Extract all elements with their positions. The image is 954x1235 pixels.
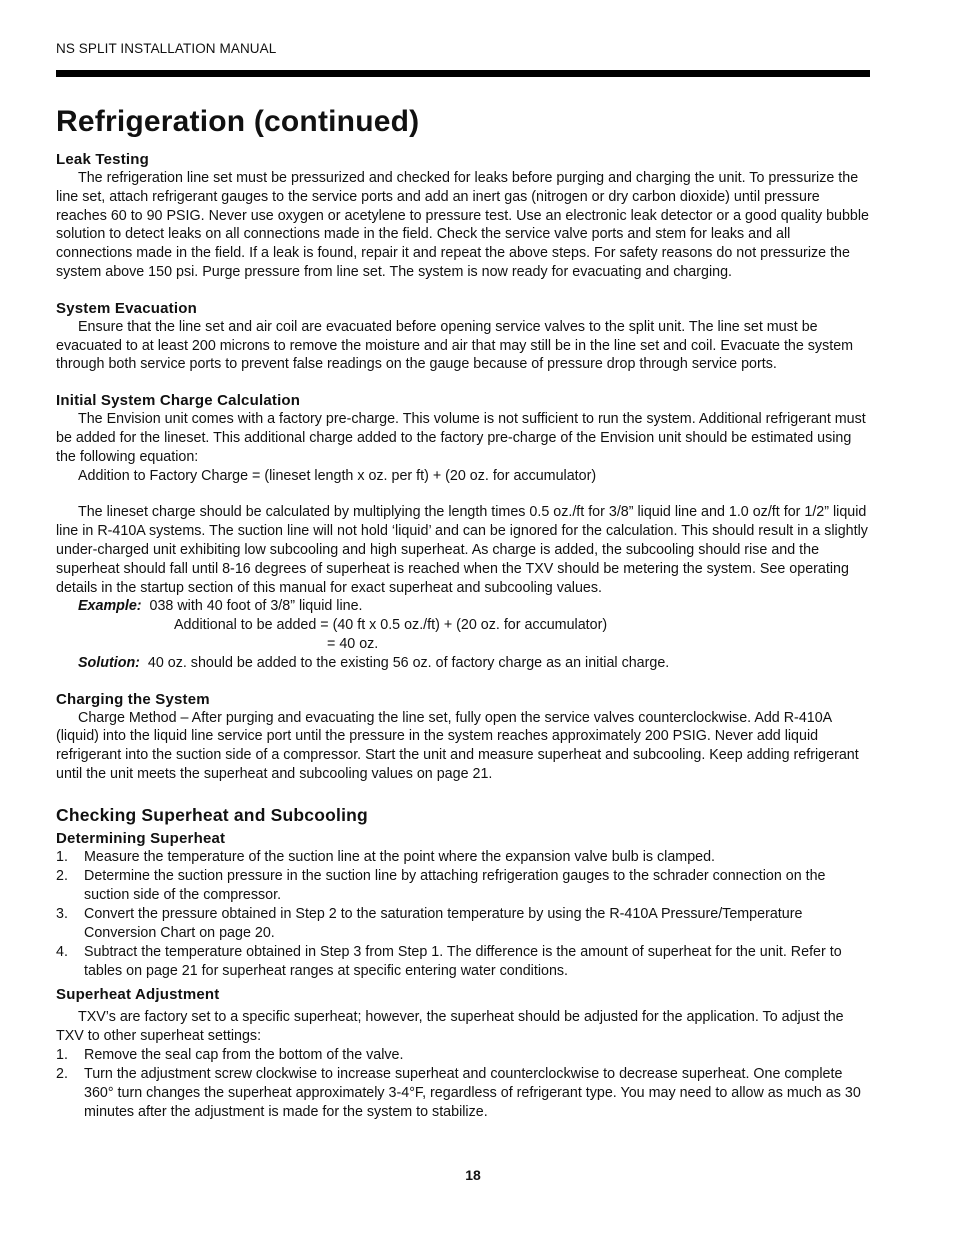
page-title: Refrigeration (continued) bbox=[56, 105, 420, 138]
list-item: 2. Determine the suction pressure in the suction line by attaching refrigeration gauges to the schrader connection on the suction side of the compressor. bbox=[56, 868, 826, 903]
paragraph: The Envision unit comes with a factory pre-charge. This volume is not sufficient to run the system. Additional refrigerant must be added for the lineset. This additional charge added to the factory pre-charge of the Envision unit should be estimated using the following equation: bbox=[56, 411, 866, 465]
paragraph: TXV’s are factory set to a specific superheat; however, the superheat should be adjusted for the application. To adjust the TXV to other superheat settings: bbox=[56, 1009, 844, 1045]
list-item: 1. Remove the seal cap from the bottom of the valve. bbox=[56, 1046, 404, 1063]
section-heading: Initial System Charge Calculation bbox=[56, 392, 301, 410]
example-label: Example: bbox=[78, 598, 142, 615]
list-item: 4. Subtract the temperature obtained in Step 3 from Step 1. The difference is the amount of superheat for the unit. Refer to tables on page 21 for superheat ranges at specific entering water conditions. bbox=[56, 944, 842, 979]
solution-text: 40 oz. should be added to the existing 56 oz. of factory charge as an initial charge. bbox=[147, 654, 670, 671]
paragraph: The lineset charge should be calculated by multiplying the length times 0.5 oz./ft for 3/8” liquid line and 1.0 oz/ft for 1/2” liquid line in R-410A systems. The suction line will not hold ‘liquid’ and can be ignored for the calculation. This should result in a slightly under-charged unit exhibiting low subcooling and high superheat. As charge is added, the subcooling should rise and the superheat should fall until 8-16 degrees of superheat is reached when the TXV should be metering the system. See operating details in the startup section of this manual for exact superheat and subcooling values. bbox=[56, 504, 868, 596]
list-item: 1. Measure the temperature of the suction line at the point where the expansion valve bulb is clamped. bbox=[56, 848, 716, 865]
list-item: 2. Turn the adjustment screw clockwise to increase superheat and counterclockwise to decrease superheat. One complete 360° turn changes the superheat approximately 3-4°F, regardless of refrigerant type. You may need to allow as much as 30 minutes after the adjustment is made for the system to stabilize. bbox=[56, 1066, 861, 1120]
equation: Addition to Factory Charge = (lineset length x oz. per ft) + (20 oz. for accumulator) bbox=[78, 467, 597, 484]
example-line: Additional to be added = (40 ft x 0.5 oz./ft) + (20 oz. for accumulator) bbox=[174, 617, 608, 634]
example-result: = 40 oz. bbox=[327, 635, 379, 652]
list-item: 3. Convert the pressure obtained in Step 2 to the saturation temperature by using the R-410A Pressure/Temperature Conversion Chart on page 20. bbox=[56, 906, 803, 941]
section-system-evacuation bbox=[56, 300, 870, 374]
page-number: 18 bbox=[465, 1167, 481, 1183]
section-heading: System Evacuation bbox=[56, 299, 197, 317]
paragraph: Charge Method – After purging and evacuating the line set, fully open the service valves counterclockwise. Add R-410A (liquid) into the liquid line service port until the pressure in the system reaches approximately 200 PSIG. Never add liquid refrigerant into the suction side of a compressor. Start the unit and measure superheat and subcooling. Keep adding refrigerant until the unit meets the superheat and subcooling values on page 21. bbox=[56, 709, 859, 782]
page-content bbox=[56, 103, 870, 1122]
subsection-heading: Superheat Adjustment bbox=[56, 986, 220, 1004]
subsection-heading: Determining Superheat bbox=[56, 829, 226, 847]
section-heading: Charging the System bbox=[56, 690, 210, 708]
paragraph: Ensure that the line set and air coil are evacuated before opening service valves to the split unit. The line set must be evacuated to at least 200 microns to remove the moisture and air that may still be in the line set and coil. Evacuate the system through both service ports to prevent false readings on the gauge because of pressure drop through service ports. bbox=[56, 318, 854, 373]
major-heading: Checking Superheat and Subcooling bbox=[56, 804, 368, 825]
example-block bbox=[56, 597, 870, 672]
section-charging bbox=[56, 691, 870, 784]
paragraph: The refrigeration line set must be pressurized and checked for leaks before purging and charging the unit. To pressurize the line set, attach refrigerant gauges to the service ports and add an inert gas (nitrogen or dry carbon dioxide) until pressure reaches 60 to 90 PSIG. Never use oxygen or acetylene to pressure test. Use an electronic leak detector or a good quality bubble solution to detect leaks on all connections made in the field. Check the service valve ports and stem for leaks and all connections made in the field. If a leak is found, repair it and repeat the above steps. For safety reasons do not pressurize the system above 150 psi. Purge pressure from line set. The system is now ready for evacuating and charging. bbox=[56, 170, 870, 280]
section-initial-charge bbox=[56, 392, 870, 672]
example-text: 038 with 40 foot of 3/8” liquid line. bbox=[149, 598, 363, 615]
running-header: NS SPLIT INSTALLATION MANUAL bbox=[56, 41, 277, 56]
solution-label: Solution: bbox=[78, 654, 140, 671]
adjustment-steps bbox=[56, 1046, 870, 1122]
determining-steps bbox=[56, 848, 870, 981]
header-rule bbox=[56, 70, 870, 77]
section-leak-testing bbox=[56, 151, 870, 282]
section-checking-superheat bbox=[56, 804, 870, 1122]
section-heading: Leak Testing bbox=[56, 151, 149, 168]
